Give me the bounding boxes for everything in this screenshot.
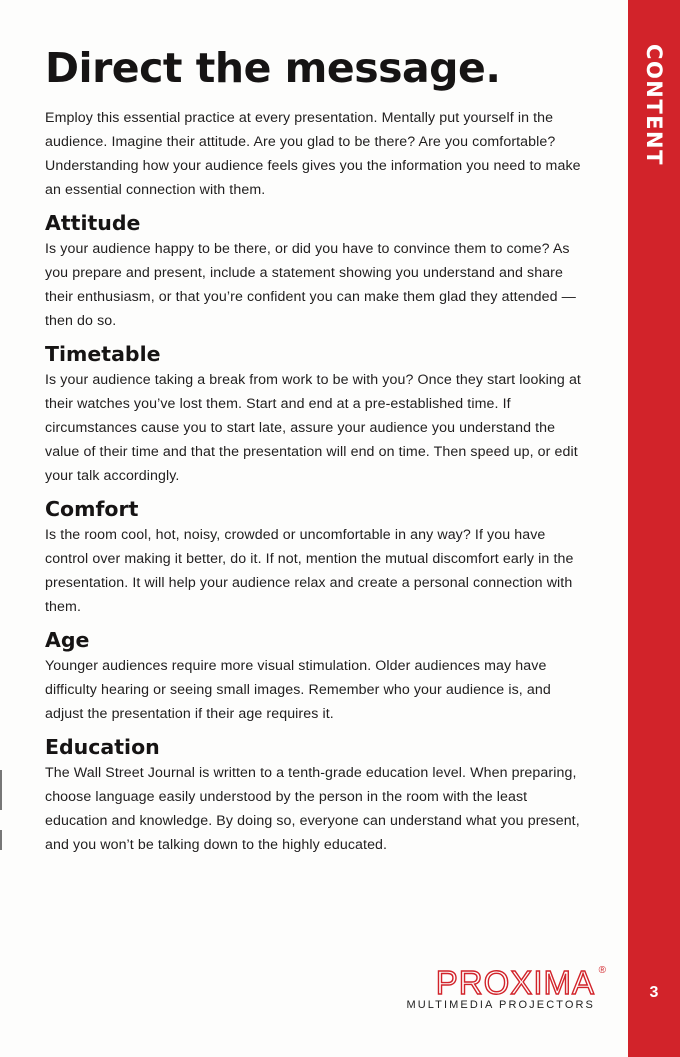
section-text: Is your audience taking a break from work to be with you? Once they start looking at their watches you’ve lost them. Start and end at a pre-established time. If circumstances cause you to start late, assure your audience you understand the value of their time and that the presentation will end on time. Then speed up, or edit your talk accordingly.	[45, 372, 581, 484]
logo-wordmark	[435, 964, 607, 1001]
section-heading: Comfort	[45, 497, 139, 521]
intro-paragraph: Employ this essential practice at every presentation. Mentally put yourself in the audience. Imagine their attitude. Are you glad to be there? Are you comfortable? Understanding how your audience feels gives you the information you need to make an essential connection with them.	[45, 110, 581, 198]
logo-tagline: MULTIMEDIA PROJECTORS	[406, 999, 595, 1011]
sidebar-label	[628, 45, 680, 165]
section-attitude	[45, 209, 585, 333]
binding-mark	[0, 770, 2, 810]
section-timetable	[45, 340, 585, 488]
section-age	[45, 626, 585, 726]
section-heading: Age	[45, 628, 90, 652]
main-content	[45, 40, 585, 857]
section-text: Is your audience happy to be there, or did you have to convince them to come? As you prepare and present, include a statement showing you understand and share their enthusiasm, or that you’re confident you can make them glad they attended — then do so.	[45, 241, 576, 329]
section-text: Is the room cool, hot, noisy, crowded or uncomfortable in any way? If you have control over making it better, do it. If not, mention the mutual discomfort early in the presentation. It will help your audience relax and create a personal connection with them.	[45, 527, 574, 615]
section-comfort	[45, 495, 585, 619]
section-heading: Timetable	[45, 342, 161, 366]
binding-mark	[0, 830, 2, 850]
section-education	[45, 733, 585, 857]
registered-mark: ®	[598, 965, 607, 976]
proxima-logo	[385, 964, 607, 1011]
section-text: Younger audiences require more visual stimulation. Older audiences may have difficulty hearing or seeing small images. Remember who your audience is, and adjust the presentation if their age requires it.	[45, 658, 551, 722]
logo-wordmark-text: PROXIMA	[435, 964, 595, 1001]
section-heading: Education	[45, 735, 160, 759]
section-text: The Wall Street Journal is written to a tenth-grade education level. When preparing, choose language easily understood by the person in the room with the least education and knowledge. By doing so, everyone can understand what you present, and you won’t be talking down to the highly educated.	[45, 765, 580, 853]
section-sidebar	[628, 0, 680, 1057]
sidebar-label-text: CONTENT	[642, 44, 667, 166]
page-title: Direct the message.	[45, 44, 501, 92]
page-number: 3	[649, 984, 659, 1001]
section-heading: Attitude	[45, 211, 141, 235]
